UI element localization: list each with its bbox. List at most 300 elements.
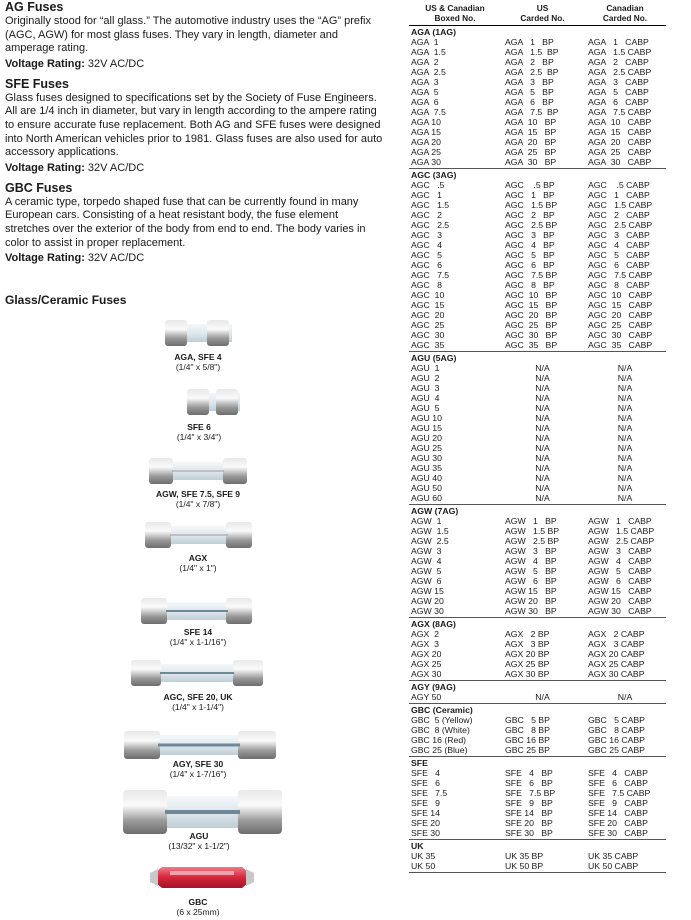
boxed-no-cell: AGC 20 [411,310,445,320]
table-group [409,757,666,840]
fuse-label [99,422,299,442]
us-carded-cell: N/A [535,393,550,403]
table-row [409,546,666,556]
table-row [409,413,666,423]
canadian-carded-cell: AGA 2.5 CABP [588,67,652,77]
canadian-carded-cell: AGA 1.5 CABP [588,47,652,57]
canadian-carded-cell: AGC 2.5 CABP [588,220,653,230]
table-group [409,505,666,618]
table-row [409,725,666,735]
us-carded-cell: AGA 2 BP [505,57,554,67]
boxed-no-cell: AGU 25 [411,443,442,453]
canadian-carded-cell: AGC 1 CABP [588,190,650,200]
group-title: AGW (7AG) [411,506,459,516]
us-carded-cell: N/A [535,493,550,503]
table-row [409,606,666,616]
fuse-label [98,553,298,573]
canadian-carded-cell: AGX 20 CABP [588,649,645,659]
us-carded-cell: AGC 6 BP [505,260,555,270]
us-carded-cell: AGA 2.5 BP [505,67,559,77]
table-row [409,669,666,679]
us-carded-cell: N/A [535,403,550,413]
table-row [409,828,666,838]
cross-reference-table [409,3,666,873]
canadian-carded-cell: AGA 1 CABP [588,37,649,47]
fuse-size: (6 x 25mm) [176,907,220,917]
table-row [409,851,666,861]
boxed-no-cell: AGC 6 [411,260,442,270]
table-row [409,649,666,659]
canadian-carded-cell: N/A [617,453,633,463]
table-row [409,363,666,373]
boxed-no-cell: AGX 3 [411,639,440,649]
fuse-name: AGA, SFE 4 [174,352,222,362]
canadian-carded-cell: N/A [617,463,633,473]
us-carded-cell: AGA 7.5 BP [505,107,559,117]
section-text-gbc: A ceramic type, torpedo shaped fuse that can be currently found in many European cars. Consisting of a heat resistant body, the fuse element stretches over the exterior of the body from end to end. The body varies in color to assist in proper replacement. [5,195,366,249]
us-carded-cell: N/A [535,433,550,443]
boxed-no-cell: AGA 25 [411,147,441,157]
table-row [409,97,666,107]
table-row [409,280,666,290]
table-group [409,169,666,352]
canadian-carded-cell: UK 50 CABP [588,861,639,871]
fuse-agu-icon [123,790,282,834]
canadian-carded-cell: SFE 30 CABP [588,828,648,838]
us-carded-cell: AGW 30 BP [505,606,557,616]
boxed-no-cell: SFE 9 [411,798,440,808]
us-carded-cell: AGC 35 BP [505,340,558,350]
table-row [409,798,666,808]
us-carded-cell: AGW 20 BP [505,596,557,606]
table-row [409,735,666,745]
us-carded-cell: SFE 7.5 BP [505,788,556,798]
us-carded-cell: SFE 14 BP [505,808,553,818]
group-title: SFE [411,758,428,768]
us-carded-cell: AGX 25 BP [505,659,550,669]
us-carded-cell: SFE 30 BP [505,828,553,838]
canadian-carded-cell: N/A [617,403,633,413]
fuse-name: AGC, SFE 20, UK [163,692,233,702]
fuse-label [98,627,298,647]
boxed-no-cell: AGA 10 [411,117,441,127]
us-carded-cell: N/A [535,692,550,702]
boxed-no-cell: AGU 40 [411,473,442,483]
boxed-no-cell: GBC 8 (White) [411,725,470,735]
boxed-no-cell: AGC 1 [411,190,442,200]
table-row [409,556,666,566]
canadian-carded-cell: N/A [617,413,633,423]
voltage-value: 32V AC/DC [84,57,145,70]
header-boxed: US & Canadian Boxed No. [425,3,485,23]
us-carded-cell: AGC 25 BP [505,320,558,330]
table-row [409,483,666,493]
section-text-sfe: Glass fuses designed to specifications set by the Society of Fuse Engineers. All are 1/4 inch in diameter, but vary in length according to the ampere rating to ensure accurate fuse replacement. Both AG and SFE fuses were designed into North American vehicles prior to 1981. Glass fuses are also used for auto accessory applications. [5,91,383,159]
boxed-no-cell: AGC 30 [411,330,445,340]
canadian-carded-cell: AGW 2.5 CABP [588,536,655,546]
table-row [409,715,666,725]
fuse-label [98,489,298,509]
boxed-no-cell: AGW 6 [411,576,442,586]
fuse-agx-icon [145,522,252,548]
canadian-carded-cell: AGC 6 CABP [588,260,650,270]
canadian-carded-cell: AGA 30 CABP [588,157,652,167]
boxed-no-cell: AGA 20 [411,137,441,147]
table-row [409,526,666,536]
boxed-no-cell: AGC 2.5 [411,220,450,230]
canadian-carded-cell: AGX 25 CABP [588,659,645,669]
us-carded-cell: AGC 1 BP [505,190,555,200]
table-row [409,310,666,320]
canadian-carded-cell: N/A [617,493,633,503]
section-title-gbc: GBC Fuses [5,180,73,195]
boxed-no-cell: AGW 30 [411,606,444,616]
canadian-carded-cell: AGX 2 CABP [588,629,645,639]
us-carded-cell: AGA 15 BP [505,127,557,137]
canadian-carded-cell: AGA 15 CABP [588,127,652,137]
canadian-carded-cell: N/A [617,483,633,493]
canadian-carded-cell: GBC 25 CABP [588,745,645,755]
canadian-carded-cell: N/A [617,383,633,393]
fuse-name: AGY, SFE 30 [172,759,224,769]
table-row [409,576,666,586]
table-group [409,840,666,873]
table-row [409,190,666,200]
boxed-no-cell: AGC 2 [411,210,442,220]
us-carded-cell: AGC 30 BP [505,330,558,340]
us-carded-cell: AGC 20 BP [505,310,558,320]
header-us-carded: US Carded No. [520,3,565,23]
table-row [409,586,666,596]
table-row [409,270,666,280]
us-carded-cell: SFE 6 BP [505,778,553,788]
us-carded-cell: AGA 1.5 BP [505,47,559,57]
table-row [409,47,666,57]
boxed-no-cell: GBC 25 (Blue) [411,745,468,755]
table-row [409,87,666,97]
boxed-no-cell: AGU 3 [411,383,440,393]
canadian-carded-cell: N/A [617,363,633,373]
table-row [409,320,666,330]
canadian-carded-cell: AGA 25 CABP [588,147,652,157]
fuse-name: SFE 6 [187,422,211,432]
fuse-name: AGU [189,831,209,841]
table-row [409,473,666,483]
voltage-value: 32V AC/DC [84,252,145,265]
fuse-size: (1/4" x 5/8") [175,362,221,372]
boxed-no-cell: AGA 15 [411,127,441,137]
header-canadian-carded: Canadian Carded No. [602,3,648,23]
boxed-no-cell: AGU 4 [411,393,440,403]
boxed-no-cell: AGA 1 [411,37,439,47]
table-row [409,463,666,473]
us-carded-cell: N/A [535,443,550,453]
us-carded-cell: GBC 8 BP [505,725,550,735]
fuse-size: (1/4" x 1-1/16") [169,637,227,647]
voltage-value: 32V AC/DC [84,161,145,174]
us-carded-cell: AGW 3 BP [505,546,557,556]
canadian-carded-cell: AGA 7.5 CABP [588,107,652,117]
boxed-no-cell: SFE 14 [411,808,440,818]
us-carded-cell: GBC 5 BP [505,715,550,725]
us-carded-cell: N/A [535,413,550,423]
boxed-no-cell: AGC 35 [411,340,445,350]
boxed-no-cell: AGW 15 [411,586,444,596]
table-row [409,768,666,778]
canadian-carded-cell: AGC 8 CABP [588,280,650,290]
table-body [409,26,666,873]
canadian-carded-cell: AGW 15 CABP [588,586,652,596]
boxed-no-cell: AGW 4 [411,556,442,566]
table-row [409,37,666,47]
us-carded-cell: N/A [535,363,550,373]
fuse-name: GBC [188,897,208,907]
boxed-no-cell: AGX 2 [411,629,440,639]
canadian-carded-cell: AGX 3 CABP [588,639,645,649]
us-carded-cell: N/A [535,423,550,433]
canadian-carded-cell: SFE 9 CABP [588,798,648,808]
table-group [409,704,666,757]
table-row [409,260,666,270]
boxed-no-cell: AGX 30 [411,669,442,679]
table-row [409,536,666,546]
fuse-label [98,759,298,779]
table-row [409,403,666,413]
group-title: GBC (Ceramic) [411,705,473,715]
boxed-no-cell: AGX 25 [411,659,442,669]
table-row [409,77,666,87]
boxed-no-cell: AGU 15 [411,423,442,433]
table-row [409,57,666,67]
voltage-label: Voltage Rating: [5,161,85,174]
table-row [409,220,666,230]
table-row [409,423,666,433]
boxed-no-cell: SFE 20 [411,818,440,828]
canadian-carded-cell: AGW 5 CABP [588,566,652,576]
table-row [409,629,666,639]
canadian-carded-cell: AGA 20 CABP [588,137,652,147]
canadian-carded-cell: N/A [617,473,633,483]
us-carded-cell: AGC 8 BP [505,280,555,290]
table-row [409,818,666,828]
fuse-name: SFE 14 [183,627,213,637]
us-carded-cell: N/A [535,483,550,493]
fuse-size: (1/4" x 1") [179,563,217,573]
group-title: AGX (8AG) [411,619,456,629]
canadian-carded-cell: AGC 7.5 CABP [588,270,653,280]
boxed-no-cell: AGU 30 [411,453,442,463]
group-title: AGU (5AG) [411,353,457,363]
canadian-carded-cell: GBC 16 CABP [588,735,645,745]
canadian-carded-cell: N/A [617,443,633,453]
boxed-no-cell: AGC 8 [411,280,442,290]
us-carded-cell: SFE 20 BP [505,818,553,828]
boxed-no-cell: AGA 6 [411,97,439,107]
fuse-sfe6-icon [187,389,240,415]
boxed-no-cell: AGA 5 [411,87,439,97]
boxed-no-cell: GBC 16 (Red) [411,735,467,745]
boxed-no-cell: AGU 20 [411,433,442,443]
table-row [409,330,666,340]
us-carded-cell: SFE 9 BP [505,798,553,808]
boxed-no-cell: AGU 50 [411,483,442,493]
canadian-carded-cell: AGC .5 CABP [588,180,650,190]
fuse-agy-icon [124,731,276,759]
section-title-sfe: SFE Fuses [5,76,69,91]
us-carded-cell: N/A [535,453,550,463]
us-carded-cell: AGW 6 BP [505,576,557,586]
us-carded-cell: AGW 2.5 BP [505,536,560,546]
us-carded-cell: UK 35 BP [505,851,544,861]
canadian-carded-cell: AGW 3 CABP [588,546,652,556]
canadian-carded-cell: AGX 30 CABP [588,669,645,679]
boxed-no-cell: AGU 35 [411,463,442,473]
boxed-no-cell: AGA 3 [411,77,439,87]
boxed-no-cell: SFE 6 [411,778,440,788]
boxed-no-cell: UK 50 [411,861,436,871]
us-carded-cell: AGC 5 BP [505,250,555,260]
boxed-no-cell: AGC 5 [411,250,442,260]
table-row [409,433,666,443]
us-carded-cell: GBC 25 BP [505,745,550,755]
table-group [409,618,666,681]
fuse-label [98,352,298,372]
boxed-no-cell: AGU 10 [411,413,442,423]
us-carded-cell: AGC 10 BP [505,290,558,300]
canadian-carded-cell: N/A [617,423,633,433]
table-row [409,745,666,755]
canadian-carded-cell: N/A [617,373,633,383]
us-carded-cell: AGX 3 BP [505,639,550,649]
us-carded-cell: AGC 15 BP [505,300,558,310]
canadian-carded-cell: SFE 7.5 CABP [588,788,651,798]
table-row [409,147,666,157]
fuse-label [98,692,298,712]
table-row [409,778,666,788]
us-carded-cell: AGW 1.5 BP [505,526,560,536]
table-row [409,808,666,818]
us-carded-cell: UK 50 BP [505,861,544,871]
table-row [409,107,666,117]
us-carded-cell: AGW 1 BP [505,516,557,526]
fuse-size: (1/4" x 1-7/16") [169,769,227,779]
table-row [409,453,666,463]
table-row [409,117,666,127]
table-row [409,659,666,669]
canadian-carded-cell: AGW 30 CABP [588,606,652,616]
boxed-no-cell: AGW 3 [411,546,442,556]
boxed-no-cell: AGC 4 [411,240,442,250]
boxed-no-cell: AGA 2.5 [411,67,446,77]
canadian-carded-cell: AGC 1.5 CABP [588,200,653,210]
voltage-label: Voltage Rating: [5,57,85,70]
boxed-no-cell: AGY 50 [411,692,442,702]
table-row [409,180,666,190]
canadian-carded-cell: AGA 3 CABP [588,77,649,87]
us-carded-cell: AGX 20 BP [505,649,550,659]
canadian-carded-cell: AGC 3 CABP [588,230,650,240]
group-title: UK [411,841,424,851]
fuse-gallery-heading: Glass/Ceramic Fuses [5,293,127,307]
table-header [409,3,666,26]
fuse-agw-icon [149,458,247,484]
table-row [409,137,666,147]
table-row [409,861,666,871]
fuse-size: (1/4" x 7/8") [175,499,221,509]
table-row [409,240,666,250]
voltage-label: Voltage Rating: [5,252,85,265]
fuse-size: (1/4" x 3/4") [176,432,222,442]
canadian-carded-cell: AGC 20 CABP [588,310,653,320]
boxed-no-cell: SFE 4 [411,768,440,778]
canadian-carded-cell: AGW 1 CABP [588,516,652,526]
us-carded-cell: AGC 2.5 BP [505,220,558,230]
table-row [409,300,666,310]
boxed-no-cell: UK 35 [411,851,436,861]
group-title: AGY (9AG) [411,682,456,692]
us-carded-cell: AGA 5 BP [505,87,554,97]
canadian-carded-cell: AGC 10 CABP [588,290,653,300]
canadian-carded-cell: SFE 14 CABP [588,808,648,818]
canadian-carded-cell: AGC 30 CABP [588,330,653,340]
us-carded-cell: AGC 7.5 BP [505,270,558,280]
table-row [409,443,666,453]
us-carded-cell: AGX 30 BP [505,669,550,679]
group-title: AGA (1AG) [411,27,457,37]
canadian-carded-cell: SFE 4 CABP [588,768,648,778]
canadian-carded-cell: GBC 8 CABP [588,725,645,735]
boxed-no-cell: AGC .5 [411,180,445,190]
table-row [409,127,666,137]
table-row [409,596,666,606]
table-group [409,352,666,505]
us-carded-cell: N/A [535,373,550,383]
canadian-carded-cell: SFE 20 CABP [588,818,648,828]
us-carded-cell: AGW 15 BP [505,586,557,596]
canadian-carded-cell: GBC 5 CABP [588,715,645,725]
boxed-no-cell: AGA 1.5 [411,47,446,57]
boxed-no-cell: AGC 1.5 [411,200,450,210]
boxed-no-cell: AGU 5 [411,403,440,413]
table-row [409,250,666,260]
table-row [409,200,666,210]
boxed-no-cell: SFE 30 [411,828,440,838]
table-row [409,566,666,576]
section-text-ag: Originally stood for “all glass.” The automotive industry uses the “AG” prefix (AGC, AGW) for most glass fuses. They vary in length, diameter and amperage rating. [5,15,372,55]
boxed-no-cell: AGC 3 [411,230,442,240]
us-carded-cell: AGA 1 BP [505,37,554,47]
table-row [409,210,666,220]
canadian-carded-cell: N/A [617,393,633,403]
boxed-no-cell: AGC 25 [411,320,445,330]
canadian-carded-cell: AGW 20 CABP [588,596,652,606]
canadian-carded-cell: AGW 4 CABP [588,556,652,566]
us-carded-cell: AGX 2 BP [505,629,550,639]
canadian-carded-cell: AGC 5 CABP [588,250,650,260]
table-row [409,157,666,167]
canadian-carded-cell: AGW 1.5 CABP [588,526,655,536]
boxed-no-cell: AGA 7.5 [411,107,446,117]
table-row [409,383,666,393]
table-row [409,393,666,403]
fuse-size: (13/32" x 1-1/2") [168,841,230,851]
canadian-carded-cell: AGA 10 CABP [588,117,652,127]
boxed-no-cell: AGC 10 [411,290,445,300]
us-carded-cell: N/A [535,463,550,473]
us-carded-cell: AGW 4 BP [505,556,557,566]
canadian-carded-cell: N/A [617,433,633,443]
fuse-size: (1/4" x 1-1/4") [172,702,224,712]
